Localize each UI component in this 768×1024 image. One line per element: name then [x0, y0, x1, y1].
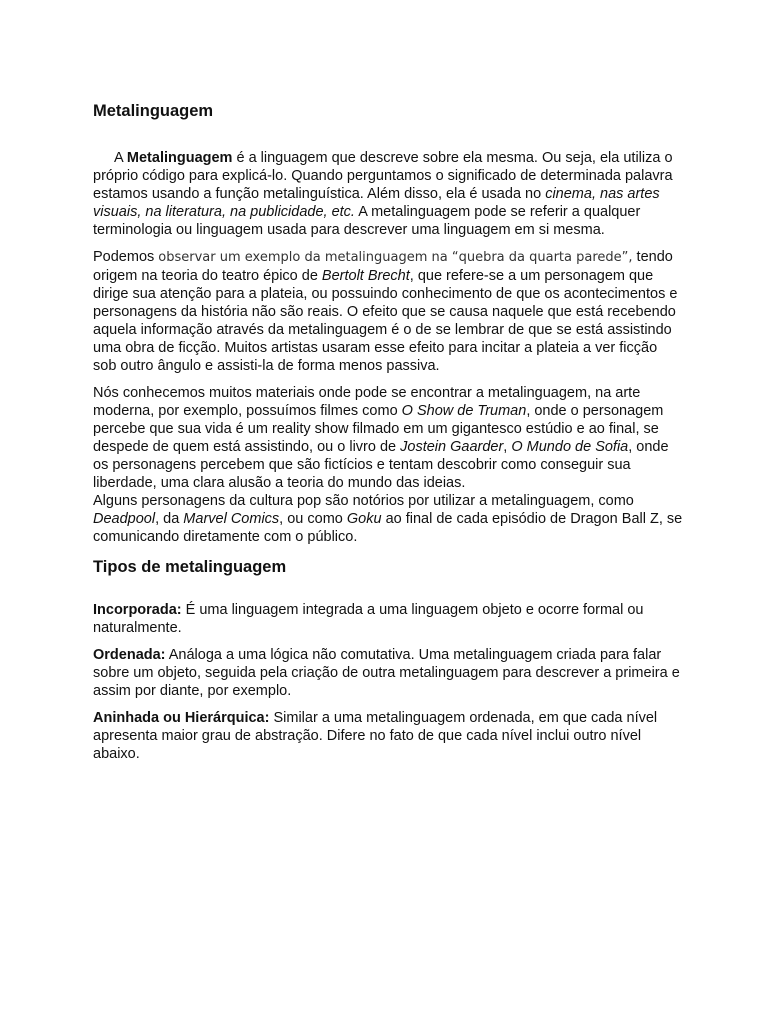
italic-text: Goku [346, 511, 382, 527]
text: , onde o personagem percebe que sua vida é um reality show filmado em um gigantesco estúdio e ao final, se despede de quem está assistindo, ou o livro de [93, 403, 664, 455]
italic-text: cinema, nas artes visuais, na literatura, na publicidade, etc. [93, 186, 660, 220]
text: tendo origem na teoria do teatro épico de [93, 249, 673, 284]
text: , onde os personagens percebem que são fictícios e tentam descobrir como conseguir sua liberdade, uma clara alusão a teoria do mundo das ideias. [93, 439, 669, 491]
bold-term: Ordenada: [93, 647, 166, 663]
text: ao final de cada episódio de Dragon Ball Z, se comunicando diretamente com o público. [93, 511, 683, 545]
text: , da [155, 511, 184, 527]
tipo-ordenada [93, 646, 683, 700]
bold-term: Aninhada ou Hierárquica: [93, 710, 270, 726]
text: , [503, 439, 512, 455]
italic-text: Bertolt Brecht [321, 268, 410, 284]
text: Podemos [93, 249, 159, 265]
text: Análoga a uma lógica não comutativa. Uma metalinguagem criada para falar sobre um objeto, seguida pela criação de outra metalinguagem para descrever a primeira e assim por diante, por exemplo. [93, 647, 680, 699]
text: Similar a uma metalinguagem ordenada, em que cada nível apresenta maior grau de abstração. Difere no fato de que cada nível inclui outro nível abaixo. [93, 710, 658, 762]
heading-tipos: Tipos de metalinguagem [93, 558, 287, 576]
tipo-aninhada [93, 709, 683, 763]
text: É uma linguagem integrada a uma linguagem objeto e ocorre formal ou naturalmente. [93, 602, 644, 636]
italic-text: Marvel Comics [183, 511, 280, 527]
paragraph-quarta-parede [93, 248, 683, 375]
paragraph-definition [93, 149, 683, 239]
text: , ou como [279, 511, 347, 527]
text: , que refere-se a um personagem que dirige sua atenção para a plateia, ou possuindo conhecimento de que os acontecimentos e personagens da história não são reais. O efeito que se causa naquele que está recebendo aquela informação através da metalinguagem é o de se lembrar de que se está assistindo uma obra de ficção. Muitos artistas usaram esse efeito para incitar a plateia a ver ficção sob outro ângulo e assisti-la de forma menos passiva. [93, 268, 678, 374]
bold-term: Metalinguagem [126, 150, 233, 166]
text: Nós conhecemos muitos materiais onde pode se encontrar a metalinguagem, na arte moderna, por exemplo, possuímos filmes como [93, 385, 641, 419]
italic-text: O Mundo de Sofia [511, 439, 629, 455]
italic-text: O Show de Truman [401, 403, 527, 419]
paragraph-cultura-pop [93, 492, 683, 546]
text: Alguns personagens da cultura pop são notórios por utilizar a metalinguagem, como [93, 493, 634, 509]
document-body [93, 99, 683, 772]
alt-font-text: observar um exemplo da metalinguagem na “quebra da quarta parede”, [158, 250, 633, 265]
text: A [114, 150, 127, 166]
text: A metalinguagem pode se referir a qualquer terminologia ou linguagem usada para descrever uma linguagem em si mesma. [93, 204, 641, 238]
italic-text: Jostein Gaarder [400, 439, 504, 455]
bold-term: Incorporada: [93, 602, 182, 618]
tipo-incorporada [93, 601, 683, 637]
italic-text: Deadpool [93, 511, 156, 527]
text: é a linguagem que descreve sobre ela mesma. Ou seja, ela utiliza o próprio código para explicá-lo. Quando perguntamos o significado de determinada palavra estamos usando a função metalinguística. Além disso, ela é usada no [93, 150, 673, 202]
heading-metalinguagem: Metalinguagem [93, 102, 214, 120]
paragraph-exemplos [93, 384, 683, 492]
